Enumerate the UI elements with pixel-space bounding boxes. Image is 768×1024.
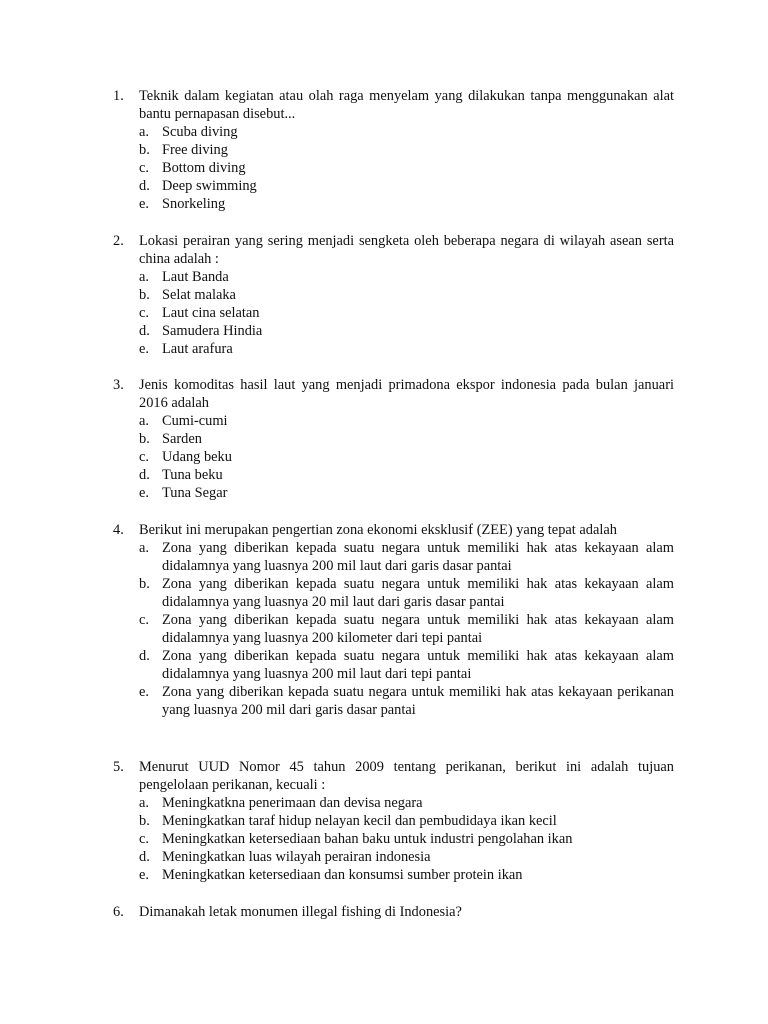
option-letter: e. — [139, 485, 149, 501]
option-text: Zona yang diberikan kepada suatu negara untuk memiliki hak atas kekayaan alam didalamnya yang luasnya 200 kilometer dari tepi pantai — [162, 612, 674, 646]
option-letter: b. — [139, 431, 150, 447]
option-text: Udang beku — [162, 449, 232, 465]
question-text: Jenis komoditas hasil laut yang menjadi primadona ekspor indonesia pada bulan januari 2016 adalah — [139, 377, 674, 411]
option-letter: c. — [139, 449, 149, 465]
option-b — [139, 286, 674, 304]
option-letter: c. — [139, 612, 149, 628]
option-d — [139, 177, 674, 195]
option-e — [139, 484, 674, 502]
option-letter: e. — [139, 341, 149, 357]
option-c — [139, 830, 674, 848]
option-letter: e. — [139, 196, 149, 212]
option-d — [139, 647, 674, 683]
option-b — [139, 812, 674, 830]
option-letter: e. — [139, 684, 149, 700]
option-e — [139, 340, 674, 358]
question-6 — [113, 903, 674, 921]
option-letter: a. — [139, 124, 149, 140]
option-a — [139, 794, 674, 812]
option-text: Zona yang diberikan kepada suatu negara untuk memiliki hak atas kekayaan alam didalamnya yang luasnya 200 mil laut dari tepi pantai — [162, 648, 674, 682]
option-letter: d. — [139, 849, 150, 865]
option-e — [139, 683, 674, 719]
option-text: Meningkatkan ketersediaan dan konsumsi sumber protein ikan — [162, 867, 523, 883]
option-text: Tuna beku — [162, 467, 223, 483]
option-text: Free diving — [162, 142, 228, 158]
option-letter: d. — [139, 323, 150, 339]
option-text: Laut cina selatan — [162, 305, 260, 321]
option-text: Meningkatkna penerimaan dan devisa negara — [162, 795, 423, 811]
option-text: Meningkatkan luas wilayah perairan indonesia — [162, 849, 431, 865]
question-4 — [113, 521, 674, 719]
option-text: Deep swimming — [162, 178, 257, 194]
option-text: Scuba diving — [162, 124, 238, 140]
option-text: Laut arafura — [162, 341, 233, 357]
option-list — [113, 539, 674, 719]
option-letter: a. — [139, 413, 149, 429]
option-text: Cumi-cumi — [162, 413, 228, 429]
question-5 — [113, 758, 674, 884]
option-letter: c. — [139, 831, 149, 847]
option-letter: a. — [139, 795, 149, 811]
option-letter: d. — [139, 467, 150, 483]
question-text: Menurut UUD Nomor 45 tahun 2009 tentang perikanan, berikut ini adalah tujuan pengelolaan perikanan, kecuali : — [139, 759, 674, 793]
option-text: Bottom diving — [162, 160, 246, 176]
option-letter: d. — [139, 648, 150, 664]
option-b — [139, 430, 674, 448]
option-letter: b. — [139, 576, 150, 592]
option-letter: b. — [139, 287, 150, 303]
option-a — [139, 268, 674, 286]
option-list — [113, 123, 674, 213]
option-d — [139, 848, 674, 866]
question-number: 5. — [113, 759, 124, 775]
option-letter: c. — [139, 160, 149, 176]
option-c — [139, 159, 674, 177]
question-1 — [113, 87, 674, 213]
option-a — [139, 412, 674, 430]
option-text: Laut Banda — [162, 269, 229, 285]
question-number: 6. — [113, 904, 124, 920]
option-text: Snorkeling — [162, 196, 226, 212]
option-list — [113, 794, 674, 884]
option-a — [139, 123, 674, 141]
option-text: Zona yang diberikan kepada suatu negara untuk memiliki hak atas kekayaan alam didalamnya yang luasnya 20 mil laut dari garis dasar pantai — [162, 576, 674, 610]
option-d — [139, 466, 674, 484]
question-text: Teknik dalam kegiatan atau olah raga menyelam yang dilakukan tanpa menggunakan alat bantu pernapasan disebut... — [139, 88, 674, 122]
option-letter: a. — [139, 269, 149, 285]
option-letter: c. — [139, 305, 149, 321]
question-text: Berikut ini merupakan pengertian zona ekonomi eksklusif (ZEE) yang tepat adalah — [139, 522, 617, 538]
option-list — [113, 412, 674, 502]
question-3 — [113, 376, 674, 502]
option-c — [139, 304, 674, 322]
option-text: Zona yang diberikan kepada suatu negara untuk memiliki hak atas kekayaan perikanan yang luasnya 200 mil dari garis dasar pantai — [162, 684, 674, 718]
option-letter: b. — [139, 813, 150, 829]
question-number: 1. — [113, 88, 124, 104]
question-number: 2. — [113, 233, 124, 249]
option-text: Samudera Hindia — [162, 323, 263, 339]
option-e — [139, 195, 674, 213]
question-text: Dimanakah letak monumen illegal fishing di Indonesia? — [139, 904, 462, 920]
option-b — [139, 141, 674, 159]
option-text: Meningkatkan ketersediaan bahan baku untuk industri pengolahan ikan — [162, 831, 573, 847]
option-d — [139, 322, 674, 340]
option-letter: b. — [139, 142, 150, 158]
option-b — [139, 575, 674, 611]
option-a — [139, 539, 674, 575]
option-text: Zona yang diberikan kepada suatu negara untuk memiliki hak atas kekayaan alam didalamnya yang luasnya 200 mil laut dari garis dasar pantai — [162, 540, 674, 574]
option-letter: e. — [139, 867, 149, 883]
option-text: Selat malaka — [162, 287, 236, 303]
option-c — [139, 611, 674, 647]
question-number: 4. — [113, 522, 124, 538]
option-letter: d. — [139, 178, 150, 194]
question-text: Lokasi perairan yang sering menjadi sengketa oleh beberapa negara di wilayah asean serta china adalah : — [139, 233, 674, 267]
option-e — [139, 866, 674, 884]
question-2 — [113, 232, 674, 358]
option-text: Meningkatkan taraf hidup nelayan kecil dan pembudidaya ikan kecil — [162, 813, 557, 829]
option-text: Sarden — [162, 431, 202, 447]
option-letter: a. — [139, 540, 149, 556]
option-list — [113, 268, 674, 358]
question-number: 3. — [113, 377, 124, 393]
option-c — [139, 448, 674, 466]
option-text: Tuna Segar — [162, 485, 228, 501]
